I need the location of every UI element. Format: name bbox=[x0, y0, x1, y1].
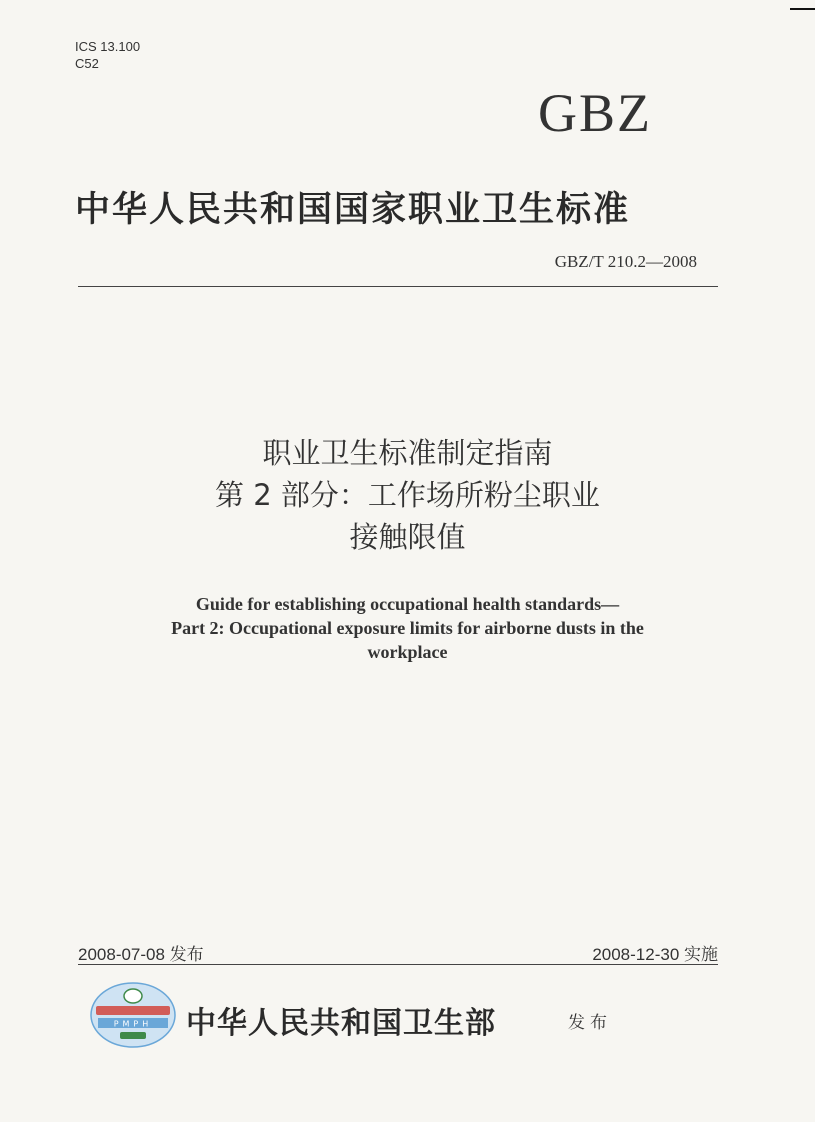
issue-word: 发布 bbox=[568, 1013, 612, 1033]
chinese-title bbox=[0, 432, 815, 558]
standard-category: 中华人民共和国国家职业卫生标准 bbox=[75, 189, 631, 230]
seal-text: PMPH bbox=[113, 1019, 153, 1029]
chinese-title-line-3: 接触限值 bbox=[349, 520, 466, 554]
english-title bbox=[0, 592, 815, 664]
footer-divider bbox=[78, 964, 718, 965]
gbz-logo: GBZ bbox=[538, 83, 652, 143]
standard-number: GBZ/T 210.2—2008 bbox=[554, 252, 697, 271]
english-title-line-2: Part 2: Occupational exposure limits for airborne dusts in the bbox=[171, 618, 644, 638]
chinese-title-line-2: 第 2 部分：工作场所粉尘职业 bbox=[215, 478, 600, 512]
scan-corner-mark bbox=[790, 8, 815, 10]
issuing-authority: 中华人民共和国卫生部 bbox=[186, 1006, 496, 1041]
chinese-title-line-1: 职业卫生标准制定指南 bbox=[262, 436, 553, 470]
publisher-seal-icon bbox=[90, 982, 176, 1048]
english-title-line-3: workplace bbox=[367, 642, 448, 662]
ics-code: ICS 13.100 bbox=[75, 39, 141, 54]
english-title-line-1: Guide for establishing occupational health standards— bbox=[195, 594, 620, 614]
header-divider bbox=[78, 286, 718, 287]
publish-date: 2008-07-08 发布 bbox=[78, 945, 204, 964]
implement-date: 2008-12-30 实施 bbox=[592, 945, 718, 964]
classification-codes bbox=[75, 38, 140, 72]
ccs-code: C52 bbox=[75, 56, 99, 71]
